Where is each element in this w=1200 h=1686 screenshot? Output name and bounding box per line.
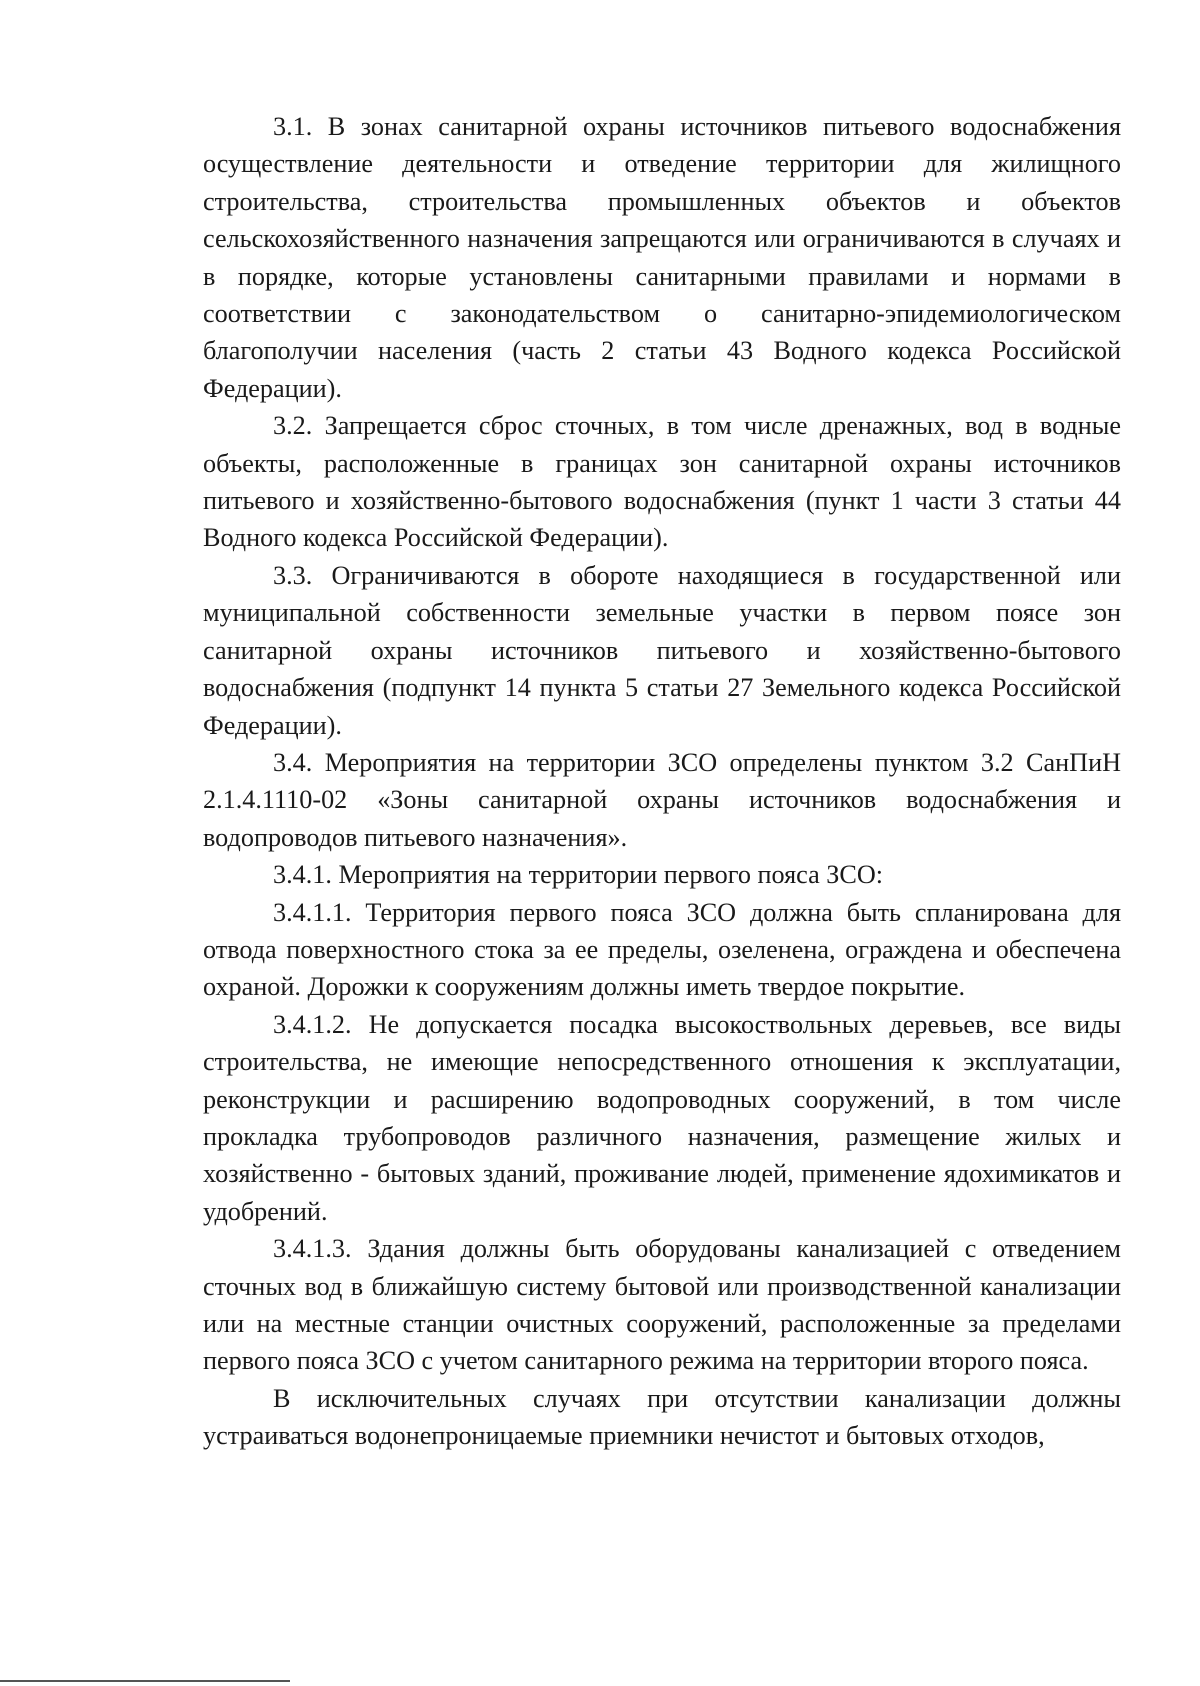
paragraph-3-4-1-1: 3.4.1.1. Территория первого пояса ЗСО должна быть спланирована для отвода поверхностного стока за ее пределы, озеленена, ограждена и обеспечена охраной. Дорожки к сооружениям должны иметь твердое покрытие.	[203, 897, 1121, 1002]
paragraph-3-3: 3.3. Ограничиваются в обороте находящиеся в государственной или муниципальной собственности земельные участки в первом поясе зон санитарной охраны источников питьевого и хозяйственно-бытового водоснабжения (подпункт 14 пункта 5 статьи 27 Земельного кодекса Российской Федерации).	[203, 560, 1121, 740]
paragraph-exceptional-cases: В исключительных случаях при отсутствии канализации должны устраиваться водонепроницаемые приемники нечистот и бытовых отходов,	[203, 1383, 1121, 1451]
paragraph-3-1: 3.1. В зонах санитарной охраны источников питьевого водоснабжения осуществление деятельности и отведение территории для жилищного строительства, строительства промышленных объектов и объектов сельскохозяйственного назначения запрещаются или ограничиваются в случаях и в порядке, которые установлены санитарными правилами и нормами в соответствии с законодательством о санитарно-эпидемиологическом благополучии населения (часть 2 статьи 43 Водного кодекса Российской Федерации).	[203, 112, 1121, 403]
paragraph-3-4-1-2: 3.4.1.2. Не допускается посадка высокоствольных деревьев, все виды строительства, не имеющие непосредственного отношения к эксплуатации, реконструкции и расширению водопроводных сооружений, в том числе прокладка трубопроводов различного назначения, размещение жилых и хозяйственно - бытовых зданий, проживание людей, применение ядохимикатов и удобрений.	[203, 1009, 1121, 1226]
document-page	[203, 108, 1121, 1455]
footer-divider	[0, 1680, 290, 1682]
paragraph-3-4-1: 3.4.1. Мероприятия на территории первого пояса ЗСО:	[273, 860, 884, 890]
paragraph-3-2: 3.2. Запрещается сброс сточных, в том числе дренажных, вод в водные объекты, расположенные в границах зон санитарной охраны источников питьевого и хозяйственно-бытового водоснабжения (пункт 1 части 3 статьи 44 Водного кодекса Российской Федерации).	[203, 411, 1121, 553]
paragraph-3-4-1-3: 3.4.1.3. Здания должны быть оборудованы канализацией с отведением сточных вод в ближайшую систему бытовой или производственной канализации или на местные станции очистных сооружений, расположенные за пределами первого пояса ЗСО с учетом санитарного режима на территории второго пояса.	[203, 1234, 1121, 1376]
paragraph-3-4: 3.4. Мероприятия на территории ЗСО определены пунктом 3.2 СанПиН 2.1.4.1110-02 «Зоны санитарной охраны источников водоснабжения и водопроводов питьевого назначения».	[203, 747, 1121, 852]
